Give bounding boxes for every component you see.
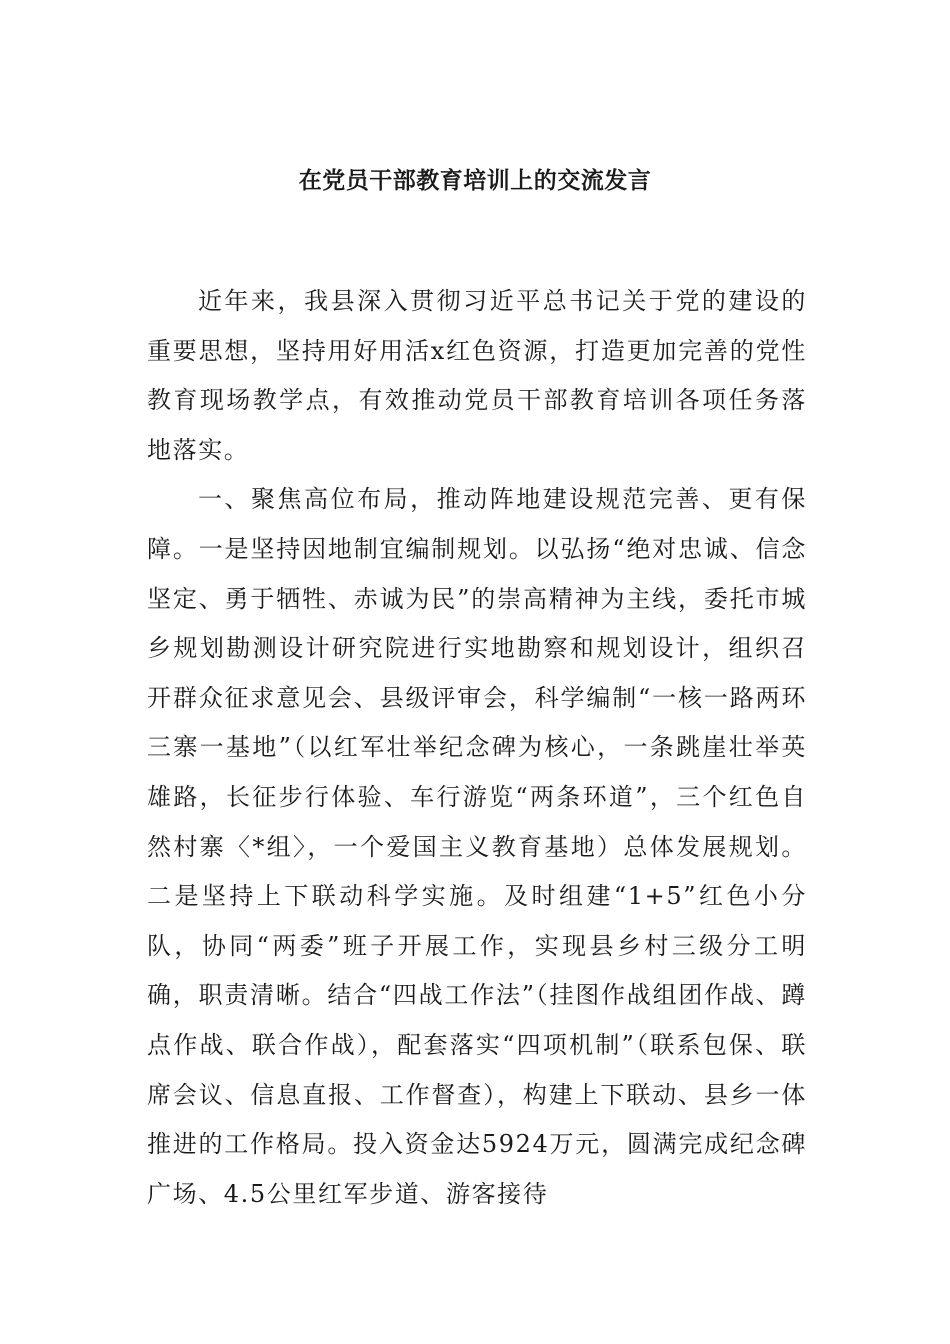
document-body [147,277,807,1219]
paragraph-intro: 近年来，我县深入贯彻习近平总书记关于党的建设的重要思想，坚持用好用活x红色资源，打造更加完善的党性教育现场教学点，有效推动党员干部教育培训各项任务落地落实。 [147,287,807,464]
document-title: 在党员干部教育培训上的交流发言 [298,168,652,194]
paragraph-section-one: 一、聚焦高位布局，推动阵地建设规范完善、更有保障。一是坚持因地制宜编制规划。以弘扬“绝对忠诚、信念坚定、勇于牺牲、赤诚为民”的崇高精神为主线，委托市城乡规划勘测设计研究院进行实地勘察和规划设计，组织召开群众征求意见会、县级评审会，科学编制“一核一路两环三寨一基地”（以红军壮举纪念碑为核心，一条跳崖壮举英雄路，长征步行体验、车行游览“两条环道”，三个红色自然村寨〈*组〉，一个爱国主义教育基地）总体发展规划。二是坚持上下联动科学实施。及时组建“1+5”红色小分队，协同“两委”班子开展工作，实现县乡村三级分工明确，职责清晰。结合“四战工作法”（挂图作战组团作战、蹲点作战、联合作战），配套落实“四项机制”（联系包保、联席会议、信息直报、工作督查），构建上下联动、县乡一体推进的工作格局。投入资金达5924万元，圆满完成纪念碑广场、4.5公里红军步道、游客接待 [147,485,807,1208]
